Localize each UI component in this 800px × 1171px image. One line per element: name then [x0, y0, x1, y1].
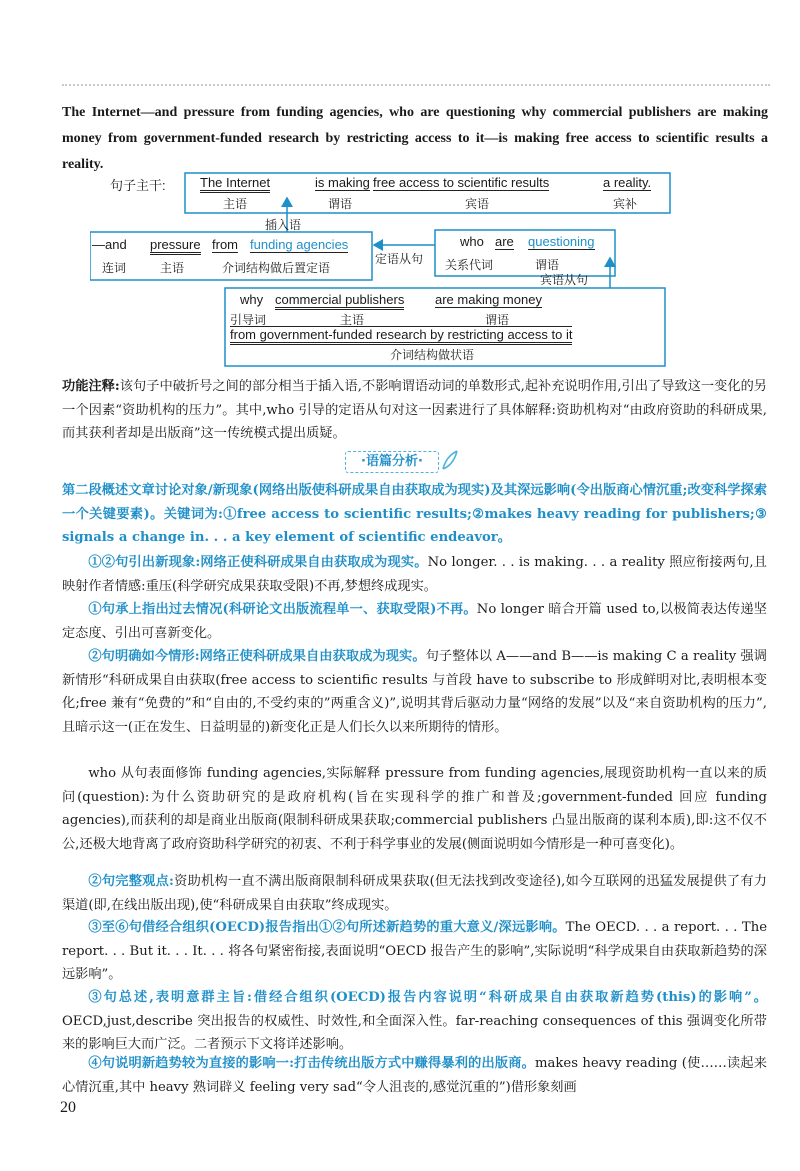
para-who-text: who 从句表面修饰 funding agencies,实际解释 pressure from funding agencies,展现资助机构一直以来的质问(question):为什么资助研究的是政府机构(旨在实现科学的推广和普及;government-funded 回应 funding agencies),而获利的却是商业出版商(限制科研成果获取;commercial publishers 凸显出版商的谋利本质),即:这不仅不公,还极大地背离了政府资助科学研究的初衷、不利于科学事业的发展(侧面说明如今情形是一种可喜变化)。 — [62, 766, 767, 852]
relative-clause-label: 定语从句 — [375, 252, 424, 266]
section-title: ·语篇分析· — [345, 451, 439, 473]
insert-label: 插入语 — [265, 218, 302, 232]
para-1-2-text: No longer. . . is making. . . a reality 照应衔接两句,且映射作者情感:重压(科学研究成果获取受限)不再,梦想终成现实。 — [62, 555, 767, 594]
function-note-label: 功能注释: — [62, 379, 120, 394]
para-sentence-3-6 — [62, 916, 767, 987]
dotted-divider — [62, 84, 770, 86]
para-4-heading: ④句说明新趋势较为直接的影响一:打击传统出版方式中赚得暴利的出版商。 — [88, 1056, 536, 1071]
label-object: 宾语 — [465, 197, 490, 211]
para-1-heading: ①句承上指出过去情况(科研论文出版流程单一、获取受限)不再。 — [88, 602, 477, 617]
main-subject: The Internet — [200, 175, 270, 193]
insert-prep: from — [212, 237, 238, 252]
para-4-text: makes heavy reading (使……读起来心情沉重,其中 heavy 熟词辟义 feeling very sad“令人沮丧的,感觉沉重的”)借形象刻画 — [62, 1056, 767, 1095]
section-badge — [345, 449, 455, 473]
para-1-2-heading: ①②句引出新现象:网络正使科研成果自由获取成为现实。 — [88, 555, 428, 570]
function-note-text: 该句子中破折号之间的部分相当于插入语,不影响谓语动词的单数形式,起补充说明作用,引出了导致这一变化的另一个因素“资助机构的压力”。其中,who 引导的定语从句对这一因素进行了具体解释:资助机构对“由政府资助的科研成果,而其获利者却是出版商”这一传统模式提出质疑。 — [62, 379, 767, 442]
para-sentence-3 — [62, 986, 767, 1057]
para-2-full-text: 资助机构一直不满出版商限制科研成果获取(但无法找到改变途径),如今互联网的迅猛发展提供了有力渠道(即,在线出版出现),使“科研成果自由获取”终成现实。 — [62, 874, 767, 913]
para-who-clause — [62, 762, 767, 856]
label-verb: 谓语 — [328, 197, 353, 211]
para-sentence-2-full — [62, 870, 767, 917]
intro-sentence: The Internet—and pressure from funding agencies, who are questioning why commercial publishers are making money from government-funded research by restricting access to it—is making free access to scientific results a reality. — [62, 105, 768, 172]
relative-are: are — [495, 234, 514, 249]
object-adverbial: from government-funded research by restricting access to it — [230, 326, 572, 345]
para-3-6-text: The OECD. . . a report. . . The report. . . But it. . . It. . . 将各句紧密衔接,表面说明“OECD 报告产生的影响”,实际说明“科学成果自由获取新趋势的深远影响”。 — [62, 920, 767, 983]
label-object-verb: 谓语 — [485, 313, 510, 327]
para-sentence-1-2 — [62, 551, 767, 598]
label-why: 引导词 — [230, 313, 267, 327]
para-1-text: No longer 暗合开篇 used to,以极简表达传递坚定态度、引出可喜新变化。 — [62, 602, 767, 641]
label-relative-pronoun: 关系代词 — [445, 258, 494, 272]
object-clause-label: 宾语从句 — [540, 273, 589, 287]
para-3-heading: ③句总述,表明意群主旨:借经合组织(OECD)报告内容说明“科研成果自由获取新趋势(this)的影响”。 — [88, 990, 767, 1005]
para-2-text: 句子整体以 A——and B——is making C a reality 强调新情形“科研成果自由获取(free access to scientific results 与首段 have to subscribe to 形成鲜明对比,表明根本变化;free 兼有“免费的”和“自由的,不受约束的”两重含义)”,说明其背后驱动力量“网络的发展”以及“来自资助机构的压力”,且暗示这一(正在发生、日益明显的)新变化正是人们长久以来所期待的情形。 — [62, 649, 767, 735]
main-complement: a reality. — [603, 175, 652, 190]
insert-noun: pressure — [150, 237, 201, 255]
label-object-subject: 主语 — [340, 313, 365, 327]
main-object: free access to scientific results — [373, 175, 550, 190]
para-overview-text: 第二段概述文章讨论对象/新现象(网络出版使科研成果自由获取成为现实)及其深远影响(令出版商心情沉重;改变科学探索一个关键要素)。关键词为:①free access to scientific results;②makes heavy reading for publishers;③ signals a change in. . . a key element of scientific endeavor。 — [62, 483, 767, 546]
object-subject: commercial publishers — [275, 292, 404, 310]
object-why: why — [240, 292, 264, 307]
quill-icon — [439, 449, 461, 473]
relative-who: who — [460, 234, 484, 249]
para-2-full-heading: ②句完整观点: — [88, 874, 174, 889]
para-overview — [62, 479, 767, 550]
para-3-6-heading: ③至⑥句借经合组织(OECD)报告指出①②句所述新趋势的重大意义/深远影响。 — [88, 920, 566, 935]
para-sentence-2 — [62, 645, 767, 739]
label-conj: 连词 — [102, 261, 127, 275]
sentence-diagram — [90, 170, 780, 370]
label-subject: 主语 — [223, 197, 248, 211]
page-number: 20 — [60, 1099, 76, 1116]
main-clause-label: 句子主干: — [110, 178, 166, 193]
label-relative-verb: 谓语 — [535, 258, 560, 272]
relative-verb: questioning — [528, 234, 595, 249]
insert-phrase: funding agencies — [250, 237, 349, 252]
label-adverbial: 介词结构做状语 — [390, 348, 475, 362]
label-insert-noun: 主语 — [160, 261, 185, 275]
para-2-heading: ②句明确如今情形:网络正使科研成果自由获取成为现实。 — [88, 649, 426, 664]
insert-conj: —and — [92, 237, 127, 252]
object-verb: are making money — [435, 292, 542, 307]
label-complement: 宾补 — [613, 197, 638, 211]
function-note — [62, 375, 767, 446]
para-3-text: OECD,just,describe 突出报告的权威性、时效性,和全面深入性。far-reaching consequences of this 强调变化所带来的影响巨大而广泛。二者预示下文将详述影响。 — [62, 1013, 767, 1053]
para-sentence-4 — [62, 1052, 767, 1099]
label-prep: 介词结构做后置定语 — [222, 261, 331, 275]
para-sentence-1 — [62, 598, 767, 645]
main-verb: is making — [315, 175, 370, 190]
